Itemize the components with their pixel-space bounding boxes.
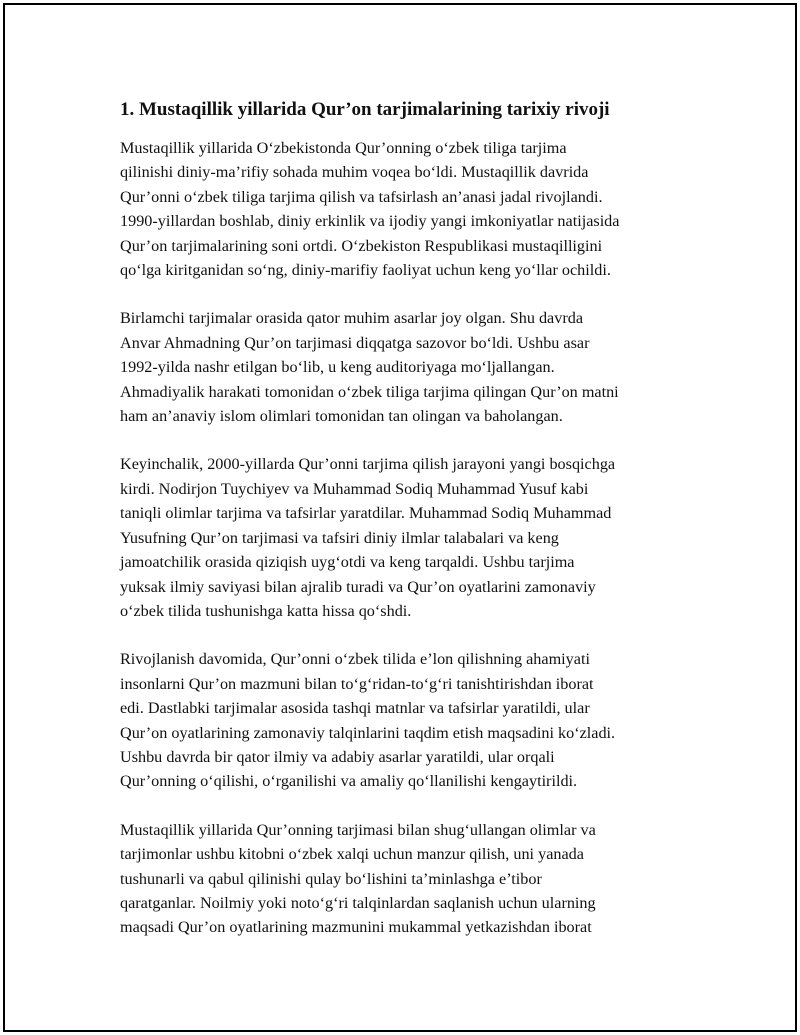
document-page: [3, 3, 797, 1032]
paragraph-5: Mustaqillik yillarida Qur’onning tarjimasi bilan shug‘ullangan olimlar va tarjimonlar ushbu kitobni o‘zbek xalqi uchun manzur qilish, uni yanada tushunarli va qabul qilinishi qulay bo‘lishini ta’minlashga e’tibor qaratganlar. Noilmiy yoki noto‘g‘ri talqinlardan saqlanish uchun ularning maqsadi Qur’on oyatlarining mazmunini mukammal yetkazishdan iborat: [120, 820, 596, 937]
document-body: [120, 98, 695, 964]
paragraph-1: Mustaqillik yillarida O‘zbekistonda Qur’onning o‘zbek tiliga tarjima qilinishi diniy-ma’rifiy sohada muhim voqea bo‘ldi. Mustaqillik davrida Qur’onni o‘zbek tiliga tarjima qilish va tafsirlash an’anasi jadal rivojlandi. 1990-yillardan boshlab, diniy erkinlik va ijodiy yangi imkoniyatlar natijasida Qur’on tarjimalarining soni ortdi. O‘zbekiston Respublikasi mustaqilligini qo‘lga kiritganidan so‘ng, diniy-marifiy faoliyat uchun keng yo‘llar ochildi.: [120, 139, 620, 280]
paragraph-2: Birlamchi tarjimalar orasida qator muhim asarlar joy olgan. Shu davrda Anvar Ahmadning Qur’on tarjimasi diqqatga sazovor bo‘ldi. Ushbu asar 1992-yilda nashr etilgan bo‘lib, u keng auditoriyaga mo‘ljallangan. Ahmadiyalik harakati tomonidan o‘zbek tiliga tarjima qilingan Qur’on matni ham an’anaviy islom olimlari tomonidan tan olingan va baholangan.: [120, 309, 619, 426]
paragraph-4: Rivojlanish davomida, Qur’onni o‘zbek tilida e’lon qilishning ahamiyati insonlarni Qur’on mazmuni bilan to‘g‘ridan-to‘g‘ri tanishtirishdan iborat edi. Dastlabki tarjimalar asosida tashqi matnlar va tafsirlar yaratildi, ular Qur’on oyatlarining zamonaviy talqinlarini taqdim etish maqsadini ko‘zladi. Ushbu davrda bir qator ilmiy va adabiy asarlar yaratildi, ular orqali Qur’onning o‘qilishi, o‘rganilishi va amaliy qo‘llanilishi kengaytirildi.: [120, 650, 616, 791]
section-heading: 1. Mustaqillik yillarida Qur’on tarjimalarining tarixiy rivoji: [120, 99, 610, 120]
paragraph-3: Keyinchalik, 2000-yillarda Qur’onni tarjima qilish jarayoni yangi bosqichga kirdi. Nodirjon Tuychiyev va Muhammad Sodiq Muhammad Yusuf kabi taniqli olimlar tarjima va tafsirlar yaratdilar. Muhammad Sodiq Muhammad Yusufning Qur’on tarjimasi va tafsiri diniy ilmlar talabalari va keng jamoatchilik orasida qiziqish uyg‘otdi va keng tarqaldi. Ushbu tarjima yuksak ilmiy saviyasi bilan ajralib turadi va Qur’on oyatlarini zamonaviy o‘zbek tilida tushunishga katta hissa qo‘shdi.: [120, 455, 616, 620]
